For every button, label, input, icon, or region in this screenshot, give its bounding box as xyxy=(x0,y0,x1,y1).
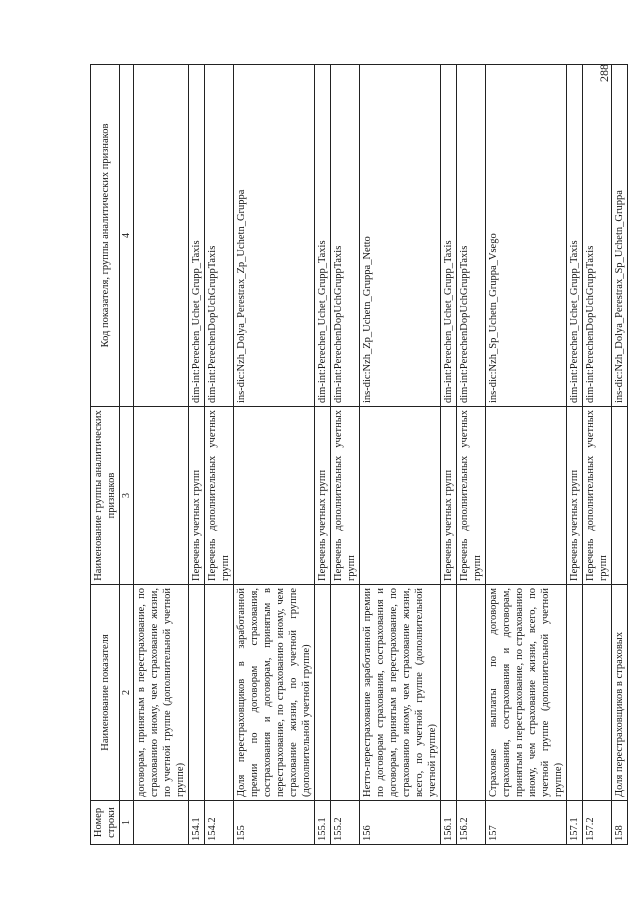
indicator-name xyxy=(315,585,331,801)
indicator-code: dim-int:PerechenDopUchGruppTaxis xyxy=(205,65,234,407)
row-number: 157.1 xyxy=(567,801,583,845)
group-name: Перечень дополнительных учетных групп xyxy=(205,407,234,585)
row-number: 157 xyxy=(486,801,567,845)
header-group-name: Наименование группы аналитических признаков xyxy=(91,407,120,585)
indicator-code: dim-int:PerechenDopUchGruppTaxis xyxy=(457,65,486,407)
row-number: 157.2 xyxy=(583,801,612,845)
indicator-name xyxy=(567,585,583,801)
row-number: 158 xyxy=(612,801,628,845)
indicator-name xyxy=(583,585,612,801)
indicator-name xyxy=(331,585,360,801)
indicator-name xyxy=(457,585,486,801)
header-indicator-name: Наименование показателя xyxy=(91,585,120,801)
indicator-code: dim-int:PerechenDopUchGruppTaxis xyxy=(583,65,612,407)
table-row xyxy=(134,65,189,845)
indicator-name: Доля перестраховщиков в заработанной премии по договорам страхования, сострахования и договорам, принятым в перестрахование, по страхованию иному, чем страхование жизни, по учетной группе (дополнительной учетной группе) xyxy=(234,585,315,801)
header-row-number: Номер строки xyxy=(91,801,120,845)
table-row xyxy=(486,65,567,845)
column-number-row xyxy=(120,65,134,845)
table-row xyxy=(234,65,315,845)
indicator-name xyxy=(189,585,205,801)
indicator-code xyxy=(134,65,189,407)
row-number: 154.2 xyxy=(205,801,234,845)
group-name: Перечень дополнительных учетных групп xyxy=(331,407,360,585)
row-number: 155 xyxy=(234,801,315,845)
group-name: Перечень учетных групп xyxy=(567,407,583,585)
page-number-text: 288 xyxy=(597,64,611,82)
indicator-code: ins-dic:Nzh_Sp_Uchetn_Gruppa_Vsego xyxy=(486,65,567,407)
table-row xyxy=(612,65,628,845)
indicator-code: dim-int:PerechenDopUchGruppTaxis xyxy=(331,65,360,407)
row-number xyxy=(134,801,189,845)
indicator-code: ins-dic:Nzh_Zp_Uchetn_Gruppa_Netto xyxy=(360,65,441,407)
group-name xyxy=(486,407,567,585)
group-name: Перечень учетных групп xyxy=(441,407,457,585)
table-row xyxy=(583,65,612,845)
group-name: Перечень учетных групп xyxy=(189,407,205,585)
group-name xyxy=(134,407,189,585)
column-number: 2 xyxy=(120,585,134,801)
group-name: Перечень дополнительных учетных групп xyxy=(457,407,486,585)
indicator-code: ins-dic:Nzh_Dolya_Perestrax_Zp_Uchetn_Gruppa xyxy=(234,65,315,407)
table-row xyxy=(205,65,234,845)
group-name xyxy=(234,407,315,585)
header-code: Код показателя, группы аналитических признаков xyxy=(91,65,120,407)
indicator-name xyxy=(441,585,457,801)
table-row xyxy=(360,65,441,845)
table-header-row xyxy=(91,65,120,845)
row-number: 155.1 xyxy=(315,801,331,845)
indicator-table xyxy=(90,64,628,845)
group-name: Перечень дополнительных учетных групп xyxy=(583,407,612,585)
indicator-code: dim-int:Perechen_Uchet_Grupp_Taxis xyxy=(567,65,583,407)
row-number: 156.2 xyxy=(457,801,486,845)
indicator-code: dim-int:Perechen_Uchet_Grupp_Taxis xyxy=(441,65,457,407)
indicator-code: dim-int:Perechen_Uchet_Grupp_Taxis xyxy=(315,65,331,407)
indicator-name: Страховые выплаты по договорам страхования, сострахования и договорам, принятым в перестрахование, по страхованию иному, чем страхование жизни, всего, по учетной группе (дополнительной учетной группе) xyxy=(486,585,567,801)
row-number: 156.1 xyxy=(441,801,457,845)
indicator-name: Нетто-перестрахование заработанной премии по договорам страхования, сострахования и договорам, принятым в перестрахование, по страхованию иному, чем страхование жизни, всего, по учетной группе (дополнительной учетной группе) xyxy=(360,585,441,801)
table-row xyxy=(457,65,486,845)
row-number: 156 xyxy=(360,801,441,845)
indicator-name: Доля перестраховщиков в страховых xyxy=(612,585,628,801)
column-number: 1 xyxy=(120,801,134,845)
column-number: 4 xyxy=(120,65,134,407)
table-row xyxy=(331,65,360,845)
indicator-name xyxy=(205,585,234,801)
group-name xyxy=(360,407,441,585)
indicator-name: договорам, принятым в перестрахование, по страхованию иному, чем страхование жизни, по учетной группе (дополнительной учетной группе) xyxy=(134,585,189,801)
table-row xyxy=(315,65,331,845)
column-number: 3 xyxy=(120,407,134,585)
indicator-code: ins-dic:Nzh_Dolya_Perestrax_Sp_Uchetn_Gruppa xyxy=(612,65,628,407)
group-name: Перечень учетных групп xyxy=(315,407,331,585)
group-name xyxy=(612,407,628,585)
table-row xyxy=(441,65,457,845)
row-number: 154.1 xyxy=(189,801,205,845)
table-row xyxy=(189,65,205,845)
indicator-code: dim-int:Perechen_Uchet_Grupp_Taxis xyxy=(189,65,205,407)
row-number: 155.2 xyxy=(331,801,360,845)
table-row xyxy=(567,65,583,845)
